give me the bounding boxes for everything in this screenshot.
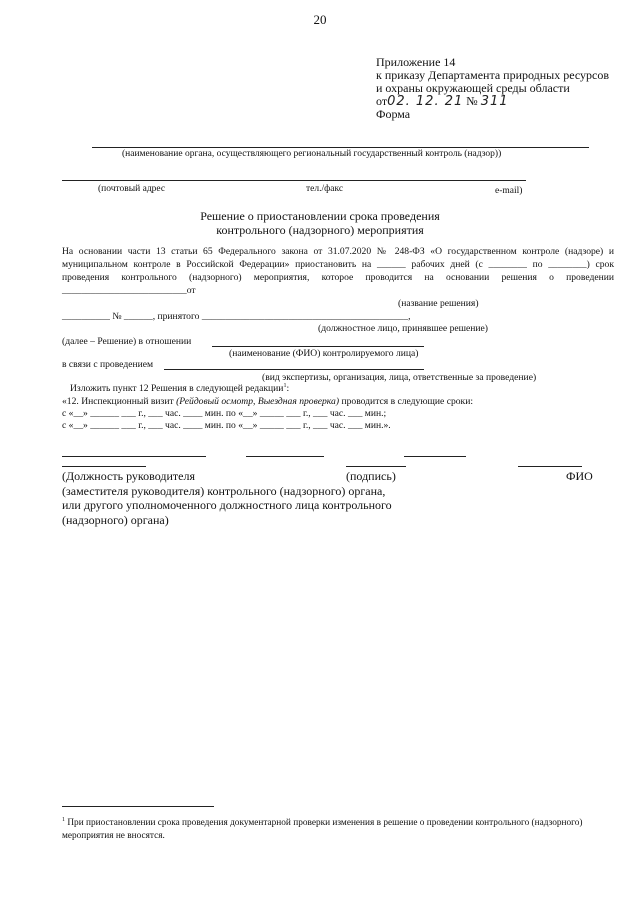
signature-line-1: [62, 456, 206, 457]
document-title: Решение о приостановлении срока проведения контрольного (надзорного) мероприятия: [200, 209, 440, 237]
appendix-order-line: к приказу Департамента природных ресурсов: [376, 68, 610, 82]
regarding-line: (далее – Решение) в отношении: [62, 336, 192, 347]
email-caption: e-mail): [495, 186, 523, 196]
handwritten-number: 311: [480, 94, 509, 109]
footnote-ref: 1: [283, 383, 287, 389]
date-range-2: с «__» ______ ___ г., ___ час. ____ мин. по «__» _____ ___ г., ___ час. ___ мин.».: [62, 420, 391, 431]
decision-name-caption: (название решения): [398, 298, 479, 309]
name-line: [518, 466, 582, 467]
phone-caption: тел./факс: [306, 184, 344, 194]
handwritten-date: 02. 12. 21: [387, 94, 464, 109]
date-range-1: с «__» ______ ___ г., ___ час. ____ мин. по «__» _____ ___ г., ___ час. ___ мин.;: [62, 408, 387, 419]
page-number: 20: [313, 12, 327, 27]
due-line: в связи с проведением: [62, 359, 154, 370]
official-caption: (должностное лицо, принявшее решение): [318, 323, 489, 334]
accepted-line: __________ № ______, принятого ___________________________________________,: [62, 311, 411, 322]
address-caption: (почтовый адрес: [98, 184, 166, 194]
appendix-block: [376, 56, 609, 121]
organ-name-line: [92, 147, 589, 148]
signature-line-2: [246, 456, 324, 457]
sign-line: [346, 466, 406, 467]
controlled-caption: (наименование (ФИО) контролируемого лица): [229, 348, 419, 359]
inspection-item-line: «12. Инспекционный визит (Рейдовый осмотр, Выездная проверка) проводится в следующие сроки:: [62, 396, 474, 407]
address-line: [62, 180, 526, 181]
position-line: [62, 466, 146, 467]
position-block: (Должность руководителя (заместителя руководителя) контрольного (надзорного) органа, или другого уполномоченного должностного лица контрольного (надзорного) органа): [62, 469, 392, 527]
organ-caption: (наименование органа, осуществляющего региональный государственный контроль (надзор)): [122, 149, 502, 159]
inspection-type-italic: (Рейдовый осмотр, Выездная проверка): [176, 396, 340, 407]
appendix-date-line: от02. 12. 21 № 311: [376, 94, 509, 109]
form-label: Форма: [376, 107, 411, 121]
footnote: $^1$ При приостановлении срока проведения документарной проверки изменения в решение о проведении контрольного (надзорного) мероприятия не вносятся.: [62, 817, 583, 841]
expertise-caption: (вид экспертизы, организация, лица, ответственные за проведение): [262, 372, 537, 383]
footnote-separator: [62, 806, 214, 807]
appendix-department-line: и охраны окружающей среды области: [376, 81, 570, 95]
controlled-person-line: [212, 346, 424, 347]
name-caption: ФИО: [566, 469, 593, 483]
sign-caption: (подпись): [346, 469, 396, 483]
signature-line-3: [404, 456, 466, 457]
body-paragraph: На основании части 13 статьи 65 Федерального закона от 31.07.2020 № 248-ФЗ «О государственном контроле (надзоре) и муниципальном контроле в Российской Федерации» приостановить на ______ рабочих дней (с ________ по ________) срок проведения контрольного (надзорного) мероприятия, которое проводится на основании решения о проведении __________________________от: [62, 246, 614, 296]
expertise-line: [164, 369, 424, 370]
restate-line: Изложить пункт 12 Решения в следующей редакции$^1$:: [70, 383, 290, 395]
appendix-title: Приложение 14: [376, 55, 456, 69]
